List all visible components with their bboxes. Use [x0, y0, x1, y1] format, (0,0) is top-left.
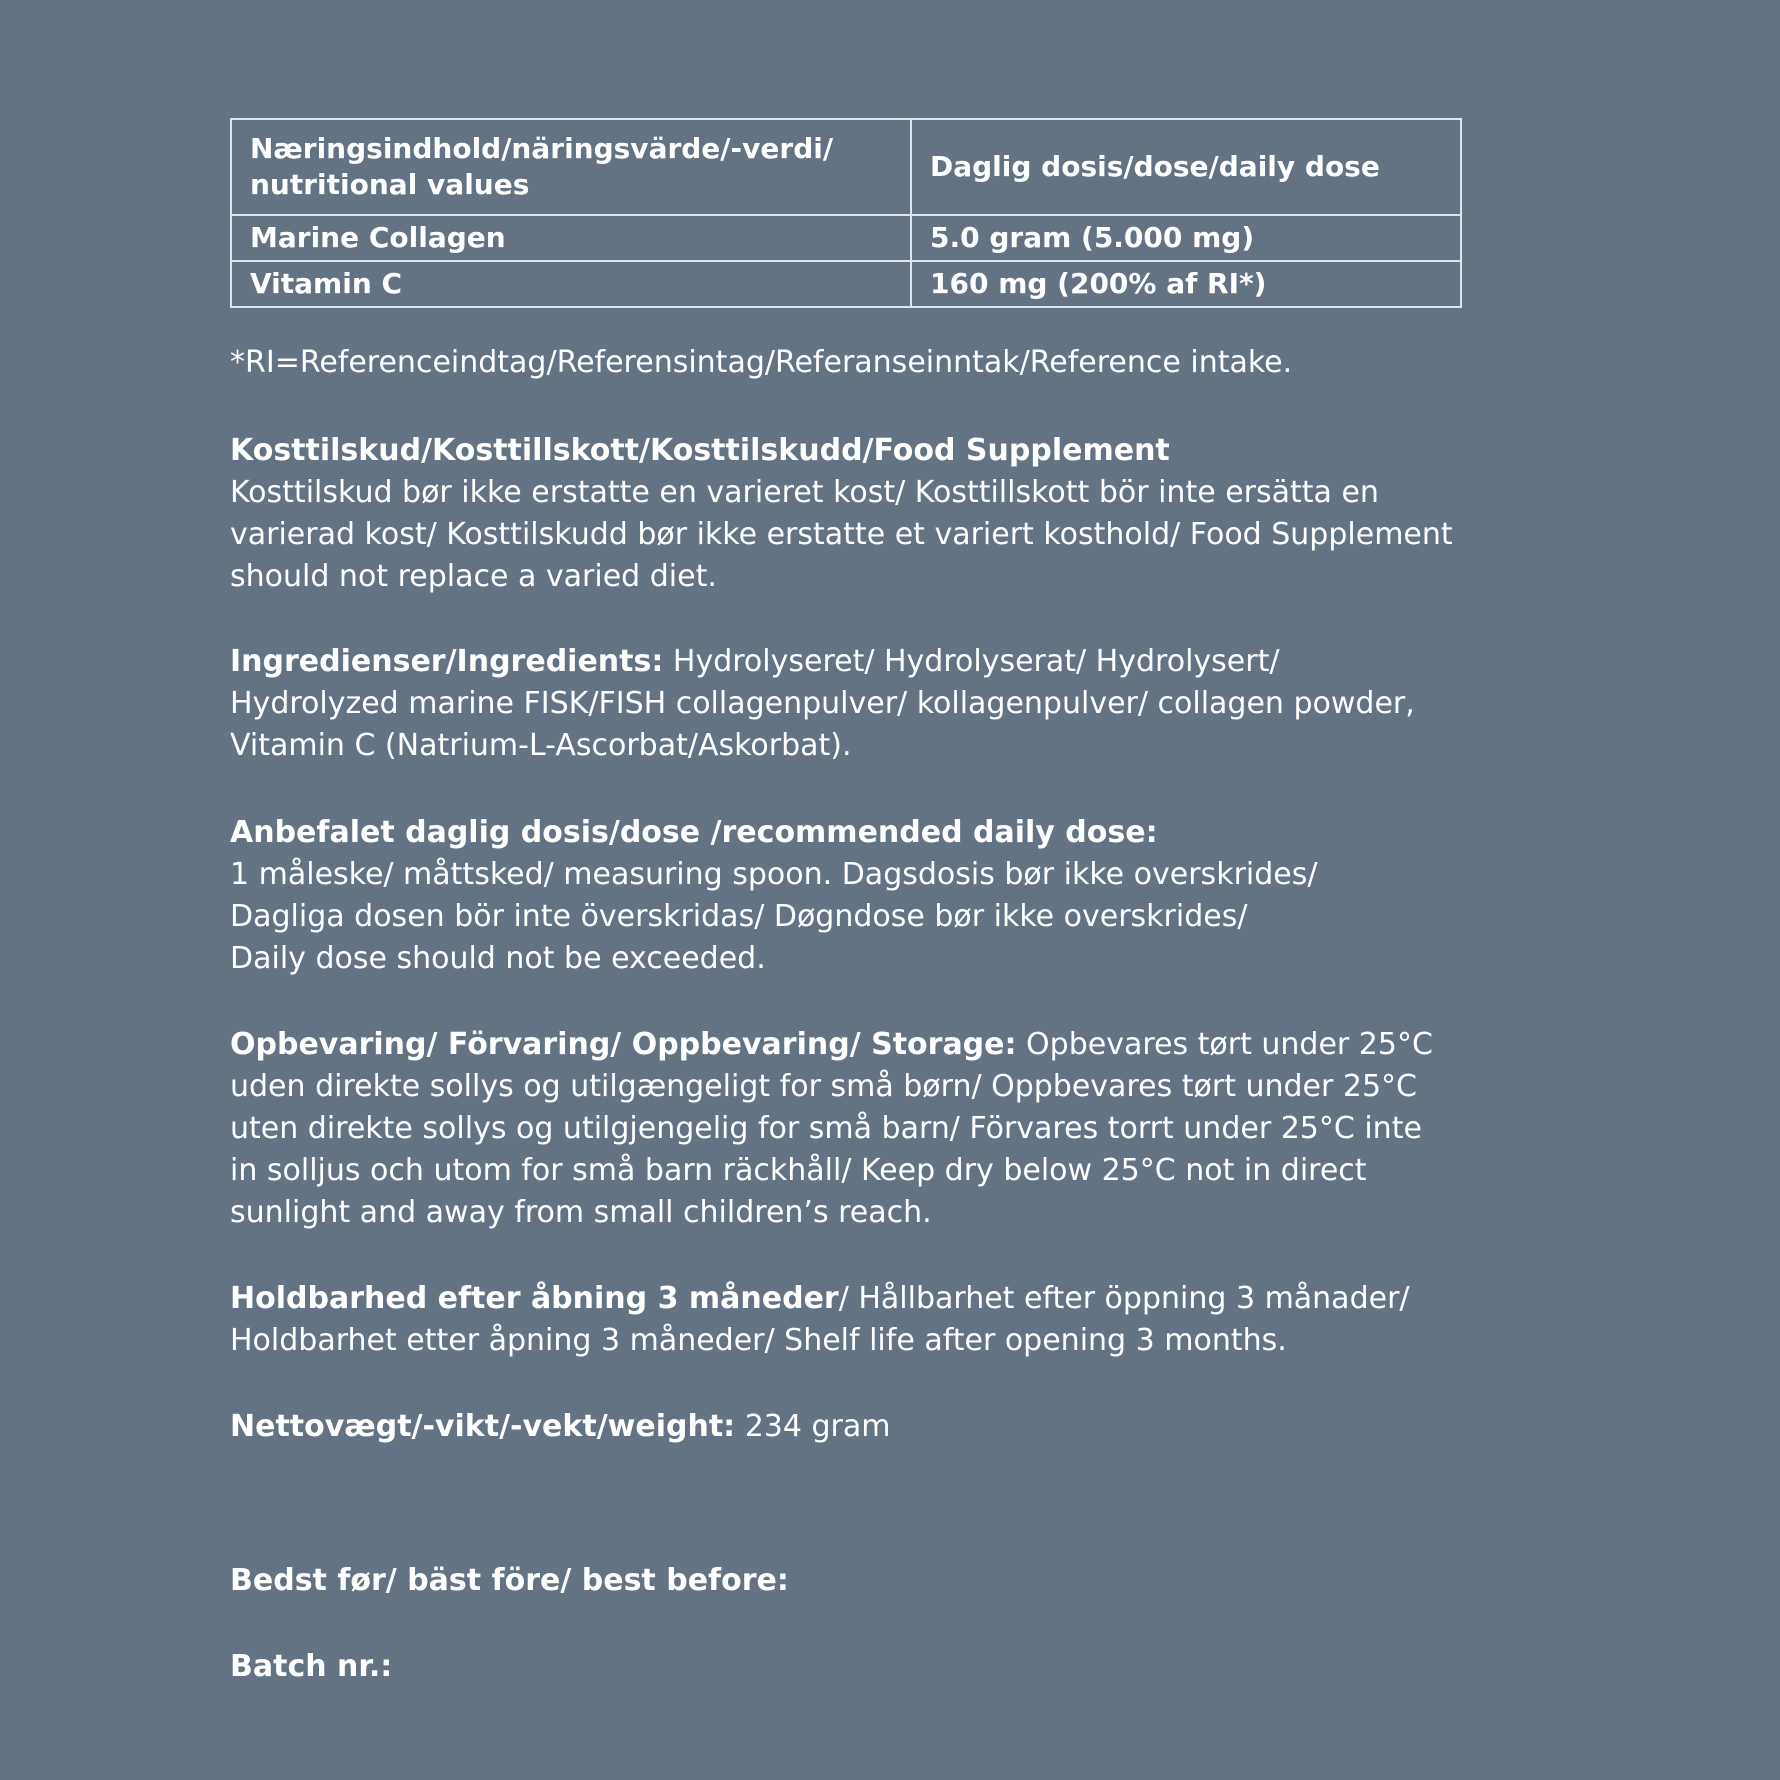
nutrition-header-name [231, 119, 911, 215]
nutrient-name: Marine Collagen [231, 215, 911, 261]
header-line: nutritional values [250, 168, 530, 201]
header-line: Næringsindhold/näringsvärde/-verdi/ [250, 132, 834, 165]
dose-heading: Anbefalet daglig dosis/dose /recommended daily dose: [230, 815, 1158, 850]
text-line: in solljus och utom for små barn räckhåll/ Keep dry below 25°C not in direct [230, 1153, 1367, 1188]
text-line: Daily dose should not be exceeded. [230, 941, 766, 976]
ri-footnote: *RI=Referenceindtag/Referensintag/Referanseinntak/Reference intake. [230, 345, 1293, 380]
text-line: Holdbarhet etter åpning 3 måneder/ Shelf life after opening 3 months. [230, 1323, 1287, 1358]
supplement-heading: Kosttilskud/Kosttillskott/Kosttilskudd/Food Supplement [230, 433, 1170, 468]
nutrition-table [230, 118, 1462, 308]
nutrition-table-header [231, 119, 1461, 215]
dose-section [230, 812, 1470, 980]
weight-heading: Nettovægt/-vikt/-vekt/weight: [230, 1409, 736, 1444]
shelf-life-heading: Holdbarhed efter åbning 3 måneder [230, 1281, 839, 1316]
batch-label: Batch nr.: [230, 1649, 393, 1684]
best-before-section [230, 1560, 1470, 1602]
text-line: Kosttilskud bør ikke erstatte en varieret kost/ Kosttillskott bör inte ersätta en [230, 475, 1379, 510]
text-line: sunlight and away from small children’s reach. [230, 1195, 932, 1230]
nutrition-header-dose: Daglig dosis/dose/daily dose [911, 119, 1461, 215]
storage-section [230, 1024, 1470, 1234]
nutrient-value: 160 mg (200% af RI*) [911, 261, 1461, 307]
weight-section [230, 1406, 1470, 1448]
nutrient-value: 5.0 gram (5.000 mg) [911, 215, 1461, 261]
best-before-label: Bedst før/ bäst före/ best before: [230, 1563, 789, 1598]
text-line: should not replace a varied diet. [230, 559, 717, 594]
text-line: Vitamin C (Natrium-L-Ascorbat/Askorbat). [230, 728, 852, 763]
text-line: uden direkte sollys og utilgængeligt for små børn/ Oppbevares tørt under 25°C [230, 1069, 1418, 1104]
weight-value: 234 gram [735, 1409, 891, 1444]
table-row [231, 261, 1461, 307]
text-line: 1 måleske/ måttsked/ measuring spoon. Dagsdosis bør ikke overskrides/ [230, 857, 1318, 892]
text-line: Hydrolyseret/ Hydrolyserat/ Hydrolysert/ [663, 644, 1280, 679]
ingredients-section [230, 641, 1470, 767]
batch-section [230, 1646, 1470, 1688]
nutrient-name: Vitamin C [231, 261, 911, 307]
storage-heading: Opbevaring/ Förvaring/ Oppbevaring/ Storage: [230, 1027, 1017, 1062]
text-line: Dagliga dosen bör inte överskridas/ Døgndose bør ikke overskrides/ [230, 899, 1248, 934]
text-line: uten direkte sollys og utilgjengelig for små barn/ Förvares torrt under 25°C inte [230, 1111, 1422, 1146]
text-line: varierad kost/ Kosttilskudd bør ikke erstatte et variert kosthold/ Food Supplement [230, 517, 1453, 552]
text-line: / Hållbarhet efter öppning 3 månader/ [838, 1281, 1410, 1316]
text-line: Hydrolyzed marine FISK/FISH collagenpulver/ kollagenpulver/ collagen powder, [230, 686, 1415, 721]
text-line: Opbevares tørt under 25°C [1016, 1027, 1433, 1062]
table-row [231, 215, 1461, 261]
ingredients-heading: Ingredienser/Ingredients: [230, 644, 664, 679]
supplement-section [230, 430, 1470, 598]
shelf-life-section [230, 1278, 1470, 1362]
